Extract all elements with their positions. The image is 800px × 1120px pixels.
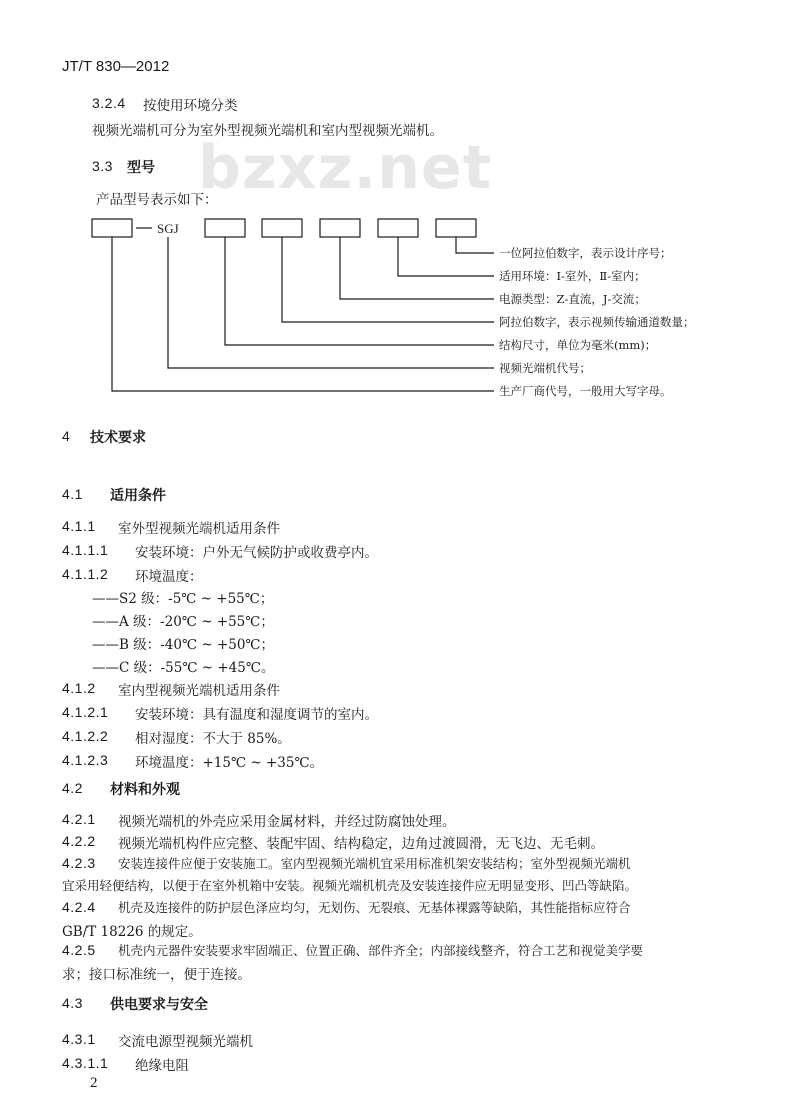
- chapter-number: 4: [62, 428, 71, 444]
- clause-text: 相对湿度：不大于 85%。: [135, 731, 291, 747]
- section-title: 型号: [127, 160, 155, 176]
- clause-number: 4.2.2: [62, 833, 96, 849]
- leader-line-2: [398, 237, 494, 276]
- power-type-box: [320, 219, 360, 237]
- clause-text: 室内型视频光端机适用条件: [118, 683, 280, 699]
- diagram-label: 阿拉伯数字，表示视频传输通道数量；: [499, 315, 695, 329]
- channel-count-box: [262, 219, 302, 237]
- leader-line-4: [282, 237, 494, 322]
- clause-text: 安装连接件应便于安装施工。室内型视频光端机宜采用标准机架安装结构；室外型视频光端机: [118, 856, 631, 871]
- clause-number: 4.1.2.1: [62, 704, 109, 720]
- diagram-label: 视频光端机代号；: [499, 361, 591, 375]
- temperature-grade: ——C 级：-55℃ ~ +45℃。: [92, 660, 275, 676]
- manufacturer-code-box: [92, 219, 132, 237]
- clause-number: 4.1.2.3: [62, 752, 109, 768]
- design-seq-box: [436, 219, 476, 237]
- section-title: 供电要求与安全: [110, 997, 208, 1013]
- section-number: 4.2: [62, 780, 83, 796]
- fixed-code-sgj: SGJ: [157, 221, 179, 236]
- clause-text: 绝缘电阻: [135, 1058, 189, 1074]
- size-box: [205, 219, 245, 237]
- temperature-grade: ——S2 级：-5℃ ~ +55℃；: [92, 591, 274, 607]
- watermark: bzxz.net: [198, 133, 493, 203]
- clause-number: 4.1.1: [62, 518, 96, 534]
- clause-text: 视频光端机构件应完整、装配牢固、结构稳定，边角过渡圆滑，无飞边、无毛刺。: [118, 836, 604, 852]
- page-number: 2: [90, 1075, 98, 1091]
- leader-line-6: [168, 237, 494, 368]
- clause-number: 4.3.1.1: [62, 1055, 109, 1071]
- clause-text: GB/T 18226 的规定。: [62, 924, 202, 940]
- temperature-grade: ——B 级：-40℃ ~ +50℃；: [92, 637, 275, 653]
- section-number: 3.3: [92, 158, 113, 174]
- clause-number: 4.1.2.2: [62, 728, 109, 744]
- clause-text: 求；接口标准统一，便于连接。: [62, 967, 251, 983]
- diagram-label: 一位阿拉伯数字，表示设计序号；: [499, 246, 672, 260]
- clause-number: 4.2.5: [62, 942, 96, 958]
- clause-number: 4.1.1.2: [62, 566, 109, 582]
- leader-line-1: [456, 237, 494, 253]
- diagram-label: 生产厂商代号，一般用大写字母。: [499, 384, 672, 398]
- clause-number: 4.2.4: [62, 899, 96, 915]
- leader-line-3: [340, 237, 494, 299]
- clause-text: 机壳及连接件的防护层色泽应均匀，无划伤、无裂痕、无基体裸露等缺陷，其性能指标应符合: [118, 900, 631, 915]
- section-title: 适用条件: [110, 488, 166, 504]
- clause-number: 4.3.1: [62, 1031, 96, 1047]
- clause-text: 安装环境：户外无气候防护或收费亭内。: [135, 545, 378, 561]
- clause-text: 宜采用轻便结构，以便于在室外机箱中安装。视频光端机机壳及安装连接件应无明显变形、凹凸等缺陷。: [62, 878, 638, 893]
- clause-title: 按使用环境分类: [143, 98, 238, 114]
- clause-body: 视频光端机可分为室外型视频光端机和室内型视频光端机。: [92, 123, 443, 139]
- clause-text: 室外型视频光端机适用条件: [118, 521, 280, 537]
- clause-number: 4.2.1: [62, 811, 96, 827]
- chapter-title: 技术要求: [90, 430, 146, 446]
- clause-text: 视频光端机的外壳应采用金属材料，并经过防腐蚀处理。: [118, 814, 456, 830]
- environment-box: [378, 219, 418, 237]
- clause-number: 3.2.4: [92, 95, 126, 111]
- clause-number: 4.2.3: [62, 855, 96, 871]
- section-number: 4.3: [62, 995, 83, 1011]
- clause-number: 4.1.2: [62, 680, 96, 696]
- diagram-label: 电源类型：Z-直流，J-交流；: [499, 292, 646, 306]
- diagram-intro: 产品型号表示如下：: [96, 192, 218, 208]
- clause-text: 环境温度：: [135, 569, 203, 585]
- clause-text: 环境温度：+15℃ ~ +35℃。: [135, 755, 324, 771]
- section-number: 4.1: [62, 486, 83, 502]
- leader-line-5: [225, 237, 494, 345]
- clause-number: 4.1.1.1: [62, 542, 109, 558]
- temperature-grade: ——A 级：-20℃ ~ +55℃；: [92, 614, 274, 630]
- clause-text: 安装环境：具有温度和湿度调节的室内。: [135, 707, 378, 723]
- diagram-label: 适用环境：Ⅰ-室外，Ⅱ-室内；: [499, 269, 646, 283]
- section-title: 材料和外观: [110, 782, 180, 798]
- clause-text: 机壳内元器件安装要求牢固端正、位置正确、部件齐全；内部接线整齐，符合工艺和视觉美学要: [118, 943, 644, 958]
- standard-number: JT/T 830—2012: [62, 58, 170, 75]
- diagram-label: 结构尺寸，单位为毫米(mm)；: [499, 338, 657, 352]
- clause-text: 交流电源型视频光端机: [118, 1034, 253, 1050]
